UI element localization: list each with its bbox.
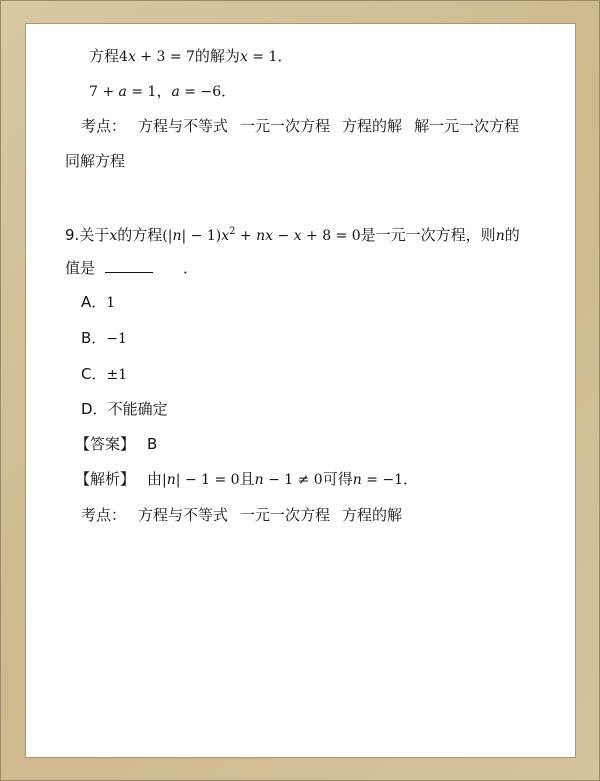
answer-label: 【答案】 (75, 435, 136, 453)
kaodian-tag: 一元一次方程 (240, 117, 331, 135)
solution-line-1: 方程4x + 3 = 7的解为x = 1． (89, 47, 293, 65)
kaodian-wrap-line (65, 151, 125, 171)
option-value: 1 (106, 295, 116, 311)
option-d (81, 399, 168, 419)
option-c (81, 364, 127, 385)
solution-line-2: 7 + a = 1，a = −6． (89, 82, 237, 100)
option-letter: D． (81, 400, 108, 418)
header-mark: ··· ··· (527, 27, 549, 34)
kaodian-tag: 解一元一次方程 (414, 117, 520, 135)
kaodian-tag: 方程与不等式 (138, 506, 229, 524)
question-number: 9. (65, 226, 80, 244)
option-value: ±1 (106, 367, 128, 383)
header-mark: · (565, 27, 568, 34)
kaodian-tag: 方程的解 (342, 506, 403, 524)
option-letter: C． (81, 365, 107, 383)
answer-blank (105, 258, 153, 273)
kaodian-label: 考点： (81, 506, 127, 524)
header-mark: ··· (502, 27, 511, 34)
option-letter: A． (81, 293, 107, 311)
kaodian-tag: 方程与不等式 (138, 117, 229, 135)
kaodian-tag: 一元一次方程 (240, 506, 331, 524)
option-a (81, 292, 115, 313)
document-page (25, 23, 576, 758)
option-value: −1 (106, 331, 127, 347)
question-9-line-2: 值是 ． (65, 259, 199, 277)
kaodian-tag: 同解方程 (65, 152, 126, 170)
answer-line (75, 434, 157, 454)
option-letter: B． (81, 329, 107, 347)
kaodian-label: 考点： (81, 117, 127, 135)
analysis-label: 【解析】 (75, 470, 136, 488)
question-9: 9.关于x的方程$(|n| - 1)x^2$ + nx − x + 8 = 0是一元一次方程，则n的 (65, 226, 520, 244)
option-value: 不能确定 (107, 400, 168, 418)
option-b (81, 328, 127, 349)
header-marks (488, 27, 568, 34)
kaodian-tag: 方程的解 (342, 117, 403, 135)
answer-value: B (147, 435, 158, 453)
analysis-line: 【解析】 由|n| − 1 = 0且n − 1 ≠ 0可得n = −1． (75, 470, 419, 488)
kaodian-line-1 (81, 116, 519, 136)
kaodian-line-2 (81, 505, 402, 525)
